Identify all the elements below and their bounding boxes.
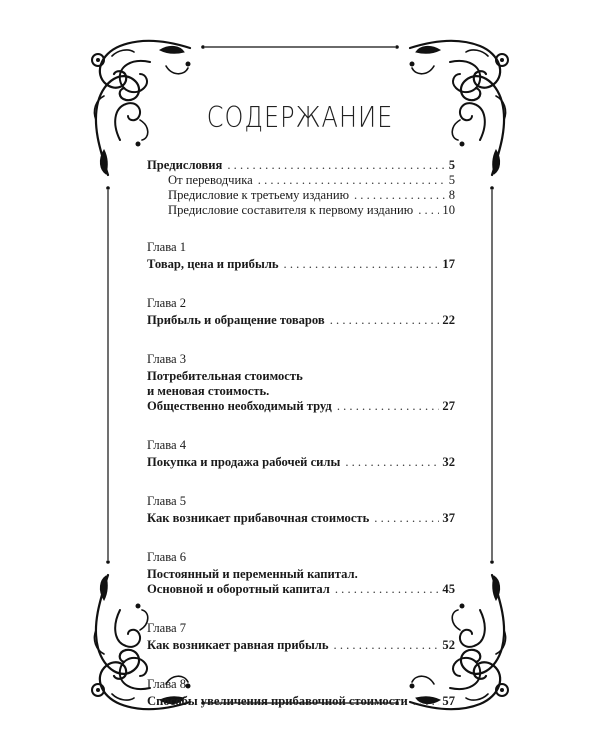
dot-leader bbox=[337, 399, 440, 414]
toc-entry-label: Предисловия bbox=[147, 158, 223, 172]
toc-chapter-1[interactable] bbox=[147, 240, 455, 272]
chapter-title-row bbox=[147, 399, 455, 414]
chapter-title-row bbox=[147, 313, 455, 328]
chapter-title-line: Как возникает равная прибыль bbox=[147, 638, 329, 652]
chapter-title-line: Основной и оборотный капитал bbox=[147, 582, 330, 596]
toc-page-number: 10 bbox=[442, 203, 455, 217]
toc-page-number: 57 bbox=[442, 694, 455, 708]
dot-leader bbox=[374, 511, 439, 526]
dot-leader bbox=[284, 257, 440, 272]
toc-page-number: 5 bbox=[448, 173, 455, 187]
chapter-number-label: Глава 8 bbox=[147, 677, 187, 691]
chapter-title-row bbox=[147, 694, 455, 709]
toc-entry-label: Предисловие к третьему изданию bbox=[168, 188, 349, 202]
dot-leader bbox=[335, 582, 440, 597]
chapter-title-line: Потребительная стоимость bbox=[147, 369, 303, 383]
toc-page-number: 52 bbox=[442, 638, 455, 652]
chapter-title-row bbox=[147, 511, 455, 526]
toc-chapter-8[interactable] bbox=[147, 677, 455, 709]
chapter-list bbox=[147, 240, 455, 709]
chapter-title-line: Способы увеличения прибавочной стоимости bbox=[147, 694, 408, 708]
chapter-title-row bbox=[147, 638, 455, 653]
chapter-number-label: Глава 4 bbox=[147, 438, 187, 452]
dot-leader bbox=[413, 694, 440, 709]
toc-page-number: 27 bbox=[442, 399, 455, 413]
toc-page-number: 45 bbox=[442, 582, 455, 596]
dot-leader bbox=[345, 455, 439, 470]
chapter-title-row bbox=[147, 257, 455, 272]
chapter-number-label: Глава 1 bbox=[147, 240, 187, 254]
chapter-title-line: Постоянный и переменный капитал. bbox=[147, 567, 358, 581]
chapter-title-row bbox=[147, 455, 455, 470]
chapter-number-label: Глава 6 bbox=[147, 550, 187, 564]
dot-leader bbox=[334, 638, 440, 653]
chapter-title-line: Прибыль и обращение товаров bbox=[147, 313, 325, 327]
toc-page-number: 17 bbox=[442, 257, 455, 271]
toc-chapter-4[interactable] bbox=[147, 438, 455, 470]
toc-entry-label: Предисловие составителя к первому изданию bbox=[168, 203, 414, 217]
toc-chapter-2[interactable] bbox=[147, 296, 455, 328]
chapter-title-line: Как возникает прибавочная стоимость bbox=[147, 511, 370, 525]
chapter-title-line: и меновая стоимость. bbox=[147, 384, 270, 398]
toc-entry-prefaces[interactable] bbox=[147, 158, 455, 173]
page-title: СОДЕРЖАНИЕ bbox=[206, 101, 394, 135]
toc-page-number: 32 bbox=[442, 455, 455, 469]
dot-leader bbox=[330, 313, 440, 328]
toc-entry-compiler-preface[interactable] bbox=[147, 203, 455, 218]
chapter-number-label: Глава 2 bbox=[147, 296, 187, 310]
chapter-number-label: Глава 3 bbox=[147, 352, 187, 366]
dot-leader bbox=[258, 173, 446, 188]
dot-leader bbox=[418, 203, 439, 218]
toc-chapter-7[interactable] bbox=[147, 621, 455, 653]
chapter-number-label: Глава 7 bbox=[147, 621, 187, 635]
chapter-title-line: Общественно необходимый труд bbox=[147, 399, 332, 413]
chapter-title-line: Товар, цена и прибыль bbox=[147, 257, 279, 271]
dot-leader bbox=[354, 188, 446, 203]
chapter-number-label: Глава 5 bbox=[147, 494, 187, 508]
toc-chapter-5[interactable] bbox=[147, 494, 455, 526]
toc-entry-label: От переводчика bbox=[168, 173, 253, 187]
toc-chapter-6[interactable] bbox=[147, 550, 455, 597]
toc-page-number: 22 bbox=[442, 313, 455, 327]
toc-entry-third-edition[interactable] bbox=[147, 188, 455, 203]
toc-entry-translator[interactable] bbox=[147, 173, 455, 188]
chapter-title-line: Покупка и продажа рабочей силы bbox=[147, 455, 341, 469]
toc-page-number: 37 bbox=[442, 511, 455, 525]
toc-chapter-3[interactable] bbox=[147, 352, 455, 414]
table-of-contents bbox=[147, 158, 455, 709]
dot-leader bbox=[227, 158, 445, 173]
chapter-title-row bbox=[147, 582, 455, 597]
toc-page-number: 8 bbox=[448, 188, 455, 202]
toc-page-number: 5 bbox=[448, 158, 455, 172]
